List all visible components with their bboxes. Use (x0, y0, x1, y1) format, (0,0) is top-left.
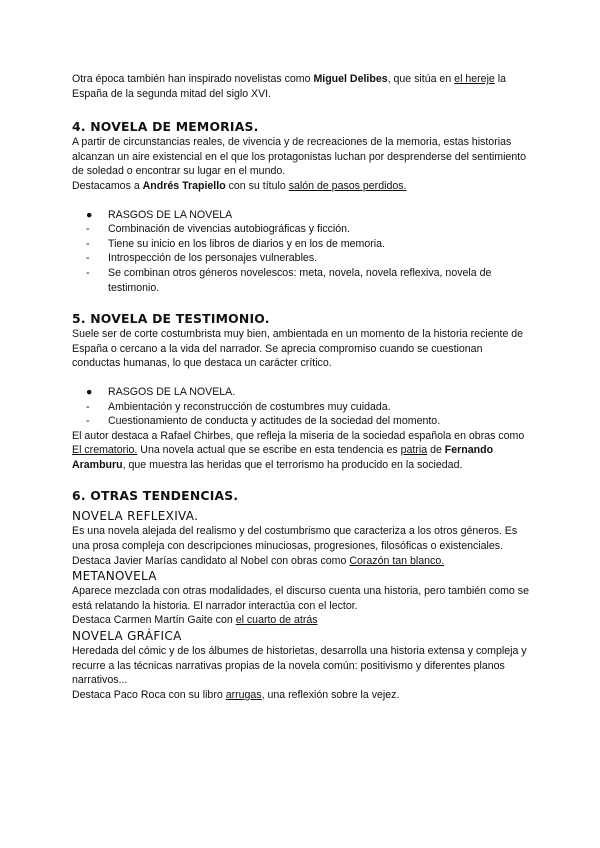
grafica-work: arrugas (225, 688, 262, 701)
dash-icon: - (86, 223, 90, 236)
metanovela-work: el cuarto de atrás (235, 614, 318, 627)
dash-icon: - (86, 415, 90, 428)
intro-text-mid: , que sitúa en (387, 73, 455, 85)
feature-text: Se combinan otros géneros novelescos: meta, novela, novela reflexiva, novela de testimonio. (108, 266, 492, 294)
s5-auth-mid: Una novela actual que se escribe en esta tendencia es (137, 444, 401, 457)
s5-auth-post: , que muestra las heridas que el terrorismo ha producido en la sociedad. (122, 458, 463, 471)
list-item (72, 208, 532, 223)
list-item (72, 222, 532, 237)
section-5-heading: 5. NOVELA DE TESTIMONIO. (72, 311, 270, 327)
feature-text: Tiene su inicio en los libros de diarios y en los de memoria. (108, 237, 385, 250)
intro-text: Otra época también han inspirado novelistas como (72, 73, 314, 85)
section-5-authors (72, 429, 532, 473)
section-4-heading: 4. NOVELA DE MEMORIAS. (72, 119, 259, 135)
metanovela-hl-pre: Destaca Carmen Martín Gaite con (72, 614, 236, 627)
list-item (72, 251, 532, 266)
metanovela-body: Aparece mezclada con otras modalidades, el discurso cuenta una historia, pero también como se está relatando la historia. El narrador interactúa con el lector. (72, 585, 529, 612)
grafica-highlight (72, 688, 532, 703)
s5-work-1: El crematorio. (72, 444, 138, 457)
s4-hl-mid: con su título (225, 179, 289, 192)
list-item (72, 266, 532, 295)
dash-icon: - (86, 252, 90, 265)
bullet-icon: ● (86, 385, 93, 398)
metanovela-heading: METANOVELA (72, 569, 157, 584)
reflexiva-hl-pre: Destaca Javier Marías candidato al Nobel con obras como (72, 554, 350, 567)
section-5-body: Suele ser de corte costumbrista muy bien, ambientada en un momento de la historia reciente de España o cercano a la vida del narrador. Se aprecia compromiso cuando se cuestionan conductas humanas, lo que destaca un carácter crítico. (72, 328, 524, 370)
grafica-hl-post: , una reflexión sobre la vejez. (261, 688, 400, 701)
metanovela-highlight (72, 613, 532, 628)
s5-auth-pre: El autor destaca a Rafael Chirbes, que refleja la miseria de la sociedad española en obras como (72, 429, 525, 442)
features-title: RASGOS DE LA NOVELA (108, 208, 233, 221)
bullet-icon: ● (86, 208, 93, 221)
section-4-body: A partir de circunstancias reales, de vivencia y de recreaciones de la memoria, estas historias alcanzan un aire existencial en el que los protagonistas luchan por desprenderse del sentimiento de soledad o encontrar su lugar en el mundo. (72, 136, 527, 178)
list-item (72, 414, 532, 429)
s5-work-2: patria (400, 444, 428, 457)
s5-author-2: Fernando Aramburu (72, 444, 494, 471)
features-title: RASGOS DE LA NOVELA. (108, 385, 236, 398)
reflexiva-heading: NOVELA REFLEXIVA. (72, 509, 199, 524)
list-item (72, 237, 532, 252)
feature-text: Introspección de los personajes vulnerables. (108, 252, 318, 265)
reflexiva-body: Es una novela alejada del realismo y del costumbrismo que caracteriza a los otros géneros. Es una prosa compleja con descripciones minuciosas, progresiones, filosóficas o existenciales. (72, 525, 518, 553)
s4-hl-work: salón de pasos perdidos. (288, 179, 407, 192)
feature-text: Cuestionamiento de conducta y actitudes de la sociedad del momento. (108, 415, 441, 428)
section-4-features (72, 208, 532, 296)
dash-icon: - (86, 400, 90, 413)
grafica-hl-pre: Destaca Paco Roca con su libro (72, 688, 226, 701)
reflexiva-highlight (72, 554, 532, 569)
document-page (72, 72, 532, 702)
intro-text-post: la España de la segunda mitad del siglo XVI. (72, 73, 507, 100)
list-item (72, 400, 532, 415)
section-6-heading: 6. OTRAS TENDENCIAS. (72, 488, 239, 504)
intro-work: el hereje (454, 73, 495, 85)
grafica-body: Heredada del cómic y de los álbumes de historietas, desarrolla una historia extensa y compleja y recurre a las técnicas narrativas propias de la novela común: positivismo y diferentes planos narrativos... (72, 645, 527, 687)
section-5-features (72, 385, 532, 429)
intro-paragraph (72, 72, 532, 101)
reflexiva-work: Corazón tan blanco. (349, 554, 445, 567)
list-item (72, 385, 532, 400)
dash-icon: - (86, 237, 90, 250)
s4-hl-author: Andrés Trapiello (142, 179, 226, 192)
feature-text: Ambientación y reconstrucción de costumbres muy cuidada. (108, 400, 391, 413)
intro-author: Miguel Delibes (313, 73, 388, 85)
grafica-heading: NOVELA GRÁFICA (72, 629, 182, 644)
dash-icon: - (86, 266, 90, 279)
section-4-highlight (72, 179, 532, 194)
s4-hl-pre: Destacamos a (72, 179, 143, 192)
feature-text: Combinación de vivencias autobiográficas y ficción. (108, 223, 351, 236)
s5-auth-mid2: de (427, 444, 445, 457)
